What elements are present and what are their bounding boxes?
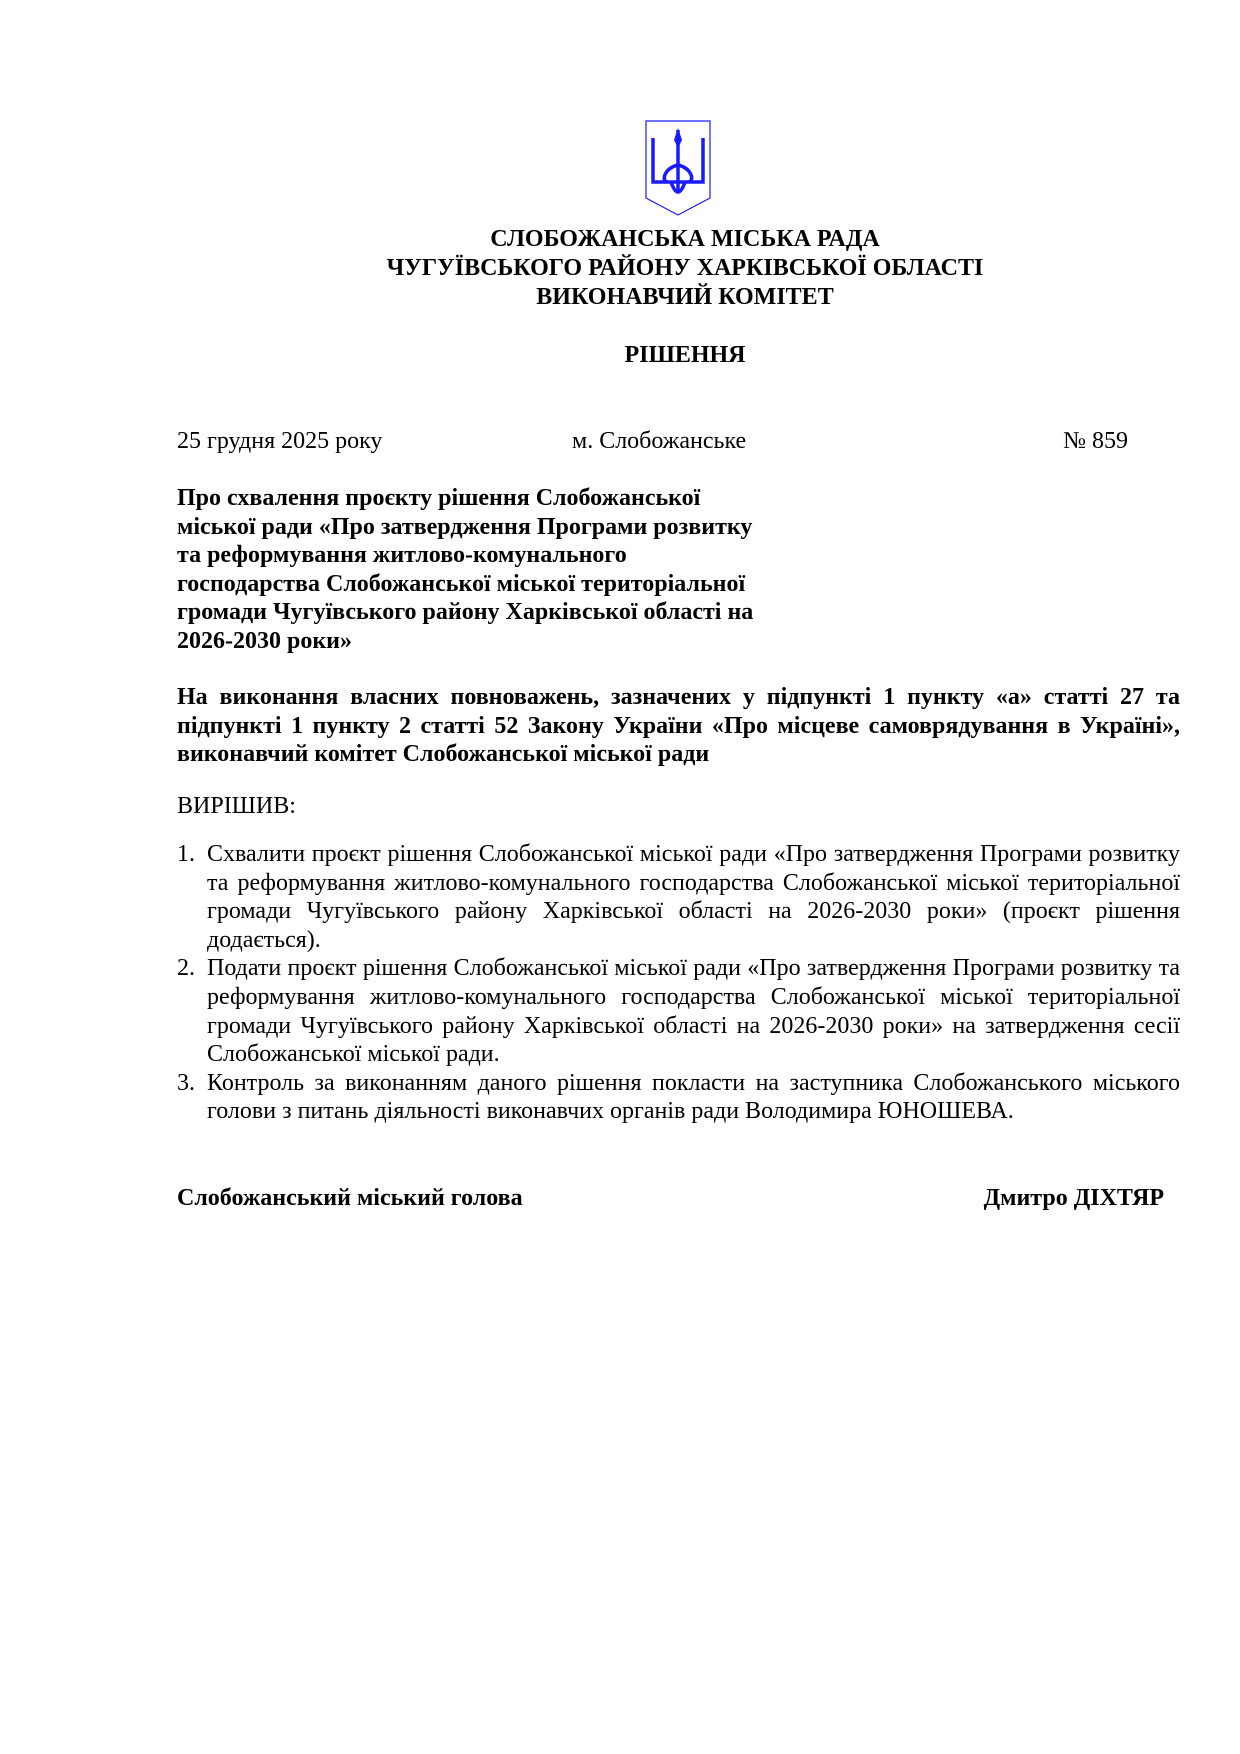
- document-type: РІШЕННЯ: [624, 342, 746, 368]
- document-number: № 859: [1063, 428, 1128, 454]
- item-text: Схвалити проєкт рішення Слобожанської міської ради «Про затвердження Програми розвитку та реформування житлово-комунального господарства Слобожанської міської територіальної громади Чугуївського району Харківської області на 2026-2030 роки» (проєкт рішення додається).: [207, 841, 1180, 953]
- decided-heading: ВИРІШИВ:: [177, 793, 296, 819]
- decision-subject: [177, 484, 817, 655]
- preamble: На виконання власних повноважень, зазначених у підпункті 1 пункту «а» статті 27 та підпункті 1 пункту 2 статті 52 Закону України «Про місцеве самоврядування в Україні», виконавчий комітет Слобожанської міської ради: [177, 684, 1180, 767]
- subject-line: громади Чугуївського району Харківської області на: [177, 599, 754, 625]
- signature-name: Дмитро ДІХТЯР: [983, 1185, 1164, 1211]
- item-number: 3.: [177, 1069, 195, 1096]
- decision-item: [177, 1069, 1180, 1126]
- item-text: Подати проєкт рішення Слобожанської міської ради «Про затвердження Програми розвитку та реформування житлово-комунального господарства Слобожанської міської територіальної громади Чугуївського району Харківської області на 2026-2030 роки» на затвердження сесії Слобожанської міської ради.: [207, 955, 1180, 1068]
- header-council: [0, 225, 1240, 312]
- document-date: 25 грудня 2025 року: [177, 428, 383, 454]
- item-text: Контроль за виконанням даного рішення покласти на заступника Слобожанського міського голови з питань діяльності виконавчих органів ради Володимира ЮНОШЕВА.: [207, 1069, 1180, 1125]
- decision-items: [177, 840, 1180, 1126]
- header-line-1: СЛОБОЖАНСЬКА МІСЬКА РАДА: [490, 226, 880, 252]
- document-place: м. Слобожанське: [572, 428, 747, 454]
- subject-line: та реформування житлово-комунального: [177, 542, 627, 568]
- subject-line: господарства Слобожанської міської територіальної: [177, 570, 746, 597]
- header-line-2: ЧУГУЇВСЬКОГО РАЙОНУ ХАРКІВСЬКОЇ ОБЛАСТІ: [386, 255, 984, 281]
- coat-of-arms: [645, 120, 711, 216]
- subject-line: 2026-2030 роки»: [177, 627, 352, 654]
- subject-line: Про схвалення проєкту рішення Слобожанської: [177, 485, 701, 511]
- decision-item: [177, 840, 1180, 954]
- trident-emblem-icon: [645, 120, 711, 216]
- signature-position: Слобожанський міський голова: [177, 1185, 523, 1211]
- item-number: 2.: [177, 955, 195, 982]
- item-number: 1.: [177, 841, 195, 867]
- decision-item: [177, 954, 1180, 1068]
- header-line-3: ВИКОНАВЧИЙ КОМІТЕТ: [536, 284, 834, 310]
- subject-line: міської ради «Про затвердження Програми розвитку: [177, 513, 753, 540]
